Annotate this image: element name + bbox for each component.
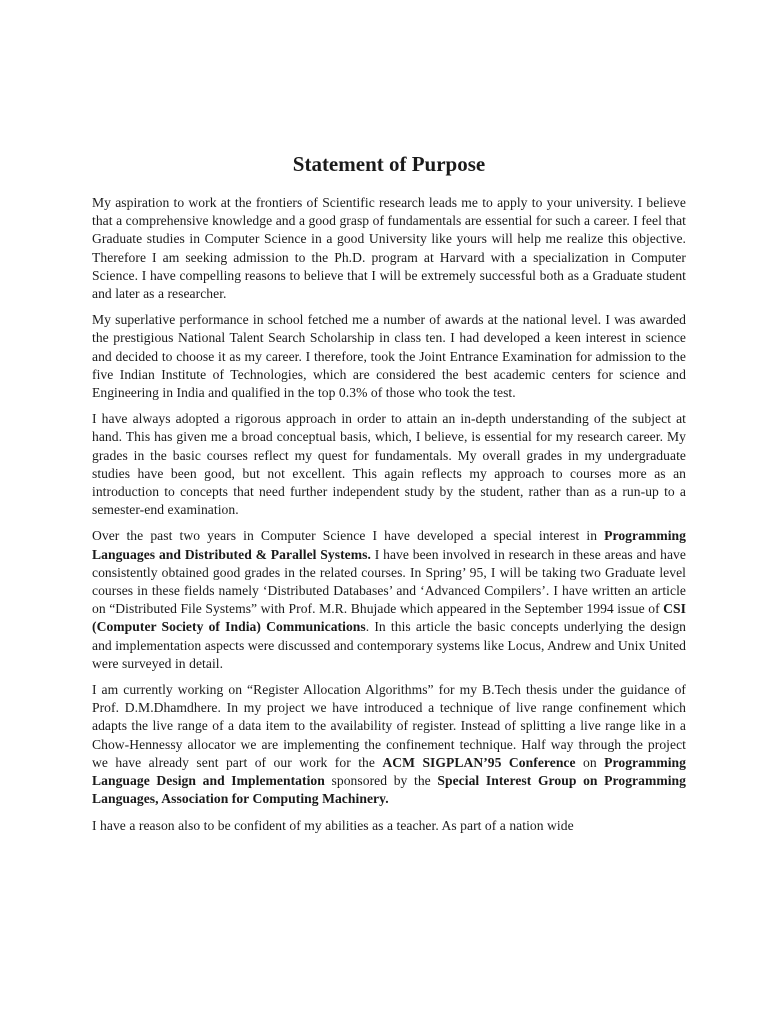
paragraph [92, 410, 686, 519]
text-run: I have always adopted a rigorous approach in order to attain an in-depth understanding of the subject at hand. This has given me a broad conceptual basis, which, I believe, is essential for my research career. My grades in the basic courses reflect my quest for fundamentals. My overall grades in my undergraduate studies have been good, but not excellent. This again reflects my approach to courses more as an introduction to concepts that need further independent study by the student, rather than as a run-up to a semester-end examination. [92, 411, 686, 518]
text-run: on [575, 754, 605, 770]
text-run: sponsored by the [324, 773, 438, 789]
paragraph [92, 817, 686, 835]
bold-text: Programming Languages and Distributed & Parallel Systems. [92, 528, 686, 562]
paragraph [92, 681, 686, 808]
document-body [92, 194, 686, 835]
paragraph [92, 194, 686, 303]
document-title: Statement of Purpose [292, 152, 486, 176]
text-run: Over the past two years in Computer Science I have developed a special interest in [92, 528, 605, 544]
text-run: I am currently working on “Register Allocation Algorithms” for my B.Tech thesis under the guidance of Prof. D.M.Dhamdhere. In my project we have introduced a technique of live range confinement which adapts the live range of a data item to the availability of register. Instead of splitting a live range like in a Chow-Hennessy allocator we are implementing the confinement technique. Half way through the project we have already sent part of our work for the [92, 682, 686, 770]
text-run: . In this article the basic concepts underlying the design and implementation aspects were discussed and contemporary systems like Locus, Andrew and Unix United were surveyed in detail. [92, 619, 686, 671]
bold-text: Programming Language Design and Implementation [92, 754, 687, 789]
bold-text: CSI (Computer Society of India) Communications [92, 601, 686, 635]
text-run: I have been involved in research in these areas and have consistently obtained good grades in the related courses. In Spring’ 95, I will be taking two Graduate level courses in these fields namely ‘Distributed Databases’ and ‘Advanced Compilers’. I have written an article on “Distributed File Systems” with Prof. M.R. Bhujade which appeared in the September 1994 issue of [92, 546, 686, 617]
document-page [92, 150, 686, 843]
text-run: My superlative performance in school fetched me a number of awards at the national level. I was awarded the prestigious National Talent Search Scholarship in class ten. I had developed a keen interest in science and decided to choose it as my career. I therefore, took the Joint Entrance Examination for admission to the five Indian Institute of Technologies, which are considered the best academic centers for science and Engineering in India and qualified in the top 0.3% of those who took the test. [92, 312, 686, 401]
bold-text: ACM SIGPLAN’95 Conference [382, 754, 576, 770]
text-run: I have a reason also to be confident of my abilities as a teacher. As part of a nation wide [92, 817, 574, 833]
text-run: My aspiration to work at the frontiers of Scientific research leads me to apply to your university. I believe that a comprehensive knowledge and a good grasp of fundamentals are essential for such a career. I feel that Graduate studies in Computer Science in a good University like yours will help me realize this objective. Therefore I am seeking admission to the Ph.D. program at Harvard with a specialization in Computer Science. I have compelling reasons to believe that I will be extremely successful both as a Graduate student and later as a researcher. [92, 195, 686, 302]
bold-text: Special Interest Group on Programming Languages, Association for Computing Machinery. [92, 773, 686, 807]
paragraph [92, 311, 686, 402]
paragraph [92, 527, 686, 673]
